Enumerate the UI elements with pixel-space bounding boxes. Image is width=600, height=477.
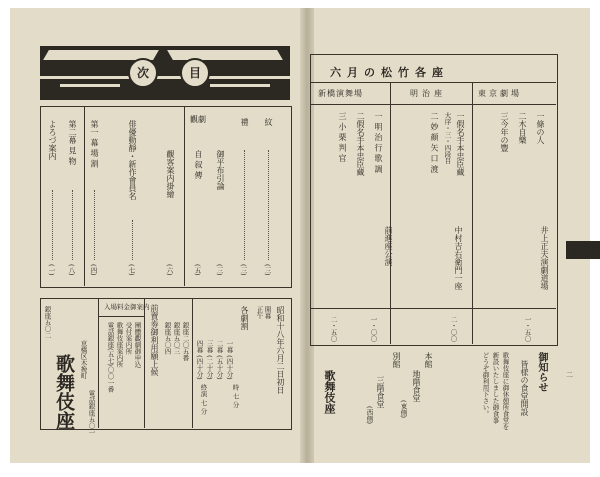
toc-item-1: 紋	[264, 118, 273, 126]
venue-meiji-name: 明治座	[410, 89, 446, 98]
toc-item-7: 第一 幕 場 割	[90, 120, 99, 168]
price-3: 一・〇〇	[369, 316, 378, 342]
notice-title: 御知らせ	[536, 352, 547, 392]
troupe-inoue: 井上正夫演劇道場	[540, 226, 549, 290]
toc-item-6: 俳優動靜・新作會員名	[128, 120, 137, 200]
venue-tokyo-name: 東京劇場	[478, 89, 522, 98]
troupe-zenshinza: 前進座公演	[384, 226, 393, 266]
footer-title: 歌舞伎座	[323, 370, 336, 414]
toc-header-woodcut	[40, 46, 290, 100]
schedule-title: 各劇割	[240, 306, 249, 330]
ad-notice: 前賣劵御利用願上候	[150, 304, 159, 376]
toc-item-2: 禮	[240, 118, 249, 126]
price-4: 二・五〇	[329, 316, 338, 342]
notice-sub: 皆様の食堂開設	[520, 360, 529, 416]
toc-item-4: 自 叙 傳	[194, 150, 203, 180]
price-1: 一・五〇	[523, 316, 532, 342]
page-number: 二	[566, 371, 573, 379]
toc-item-9: よろづ案内	[48, 120, 57, 160]
header-char-ji: 次	[128, 58, 158, 88]
schedule-date: 昭和十八年六月二日初日	[276, 306, 285, 394]
bookmark-tab	[566, 241, 600, 259]
price-2: 二・〇〇	[449, 316, 458, 342]
ad-box	[40, 298, 292, 430]
toc-heading: 觀劇	[190, 115, 206, 124]
ad-title: 歌舞伎座	[53, 354, 75, 430]
toc-item-8: 第二幕 見 物	[68, 120, 77, 166]
toc-item-3: 御平布引論	[216, 150, 225, 190]
toc-item-5: 觀客案内掛繪	[166, 150, 175, 198]
right-title: 六月の松竹各座	[330, 66, 449, 79]
header-char-moku: 目	[180, 58, 210, 88]
troupe-kichiemon: 中村吉右衛門一座	[454, 226, 463, 290]
venue-shinbashi-name: 新橋演舞場	[318, 89, 363, 98]
